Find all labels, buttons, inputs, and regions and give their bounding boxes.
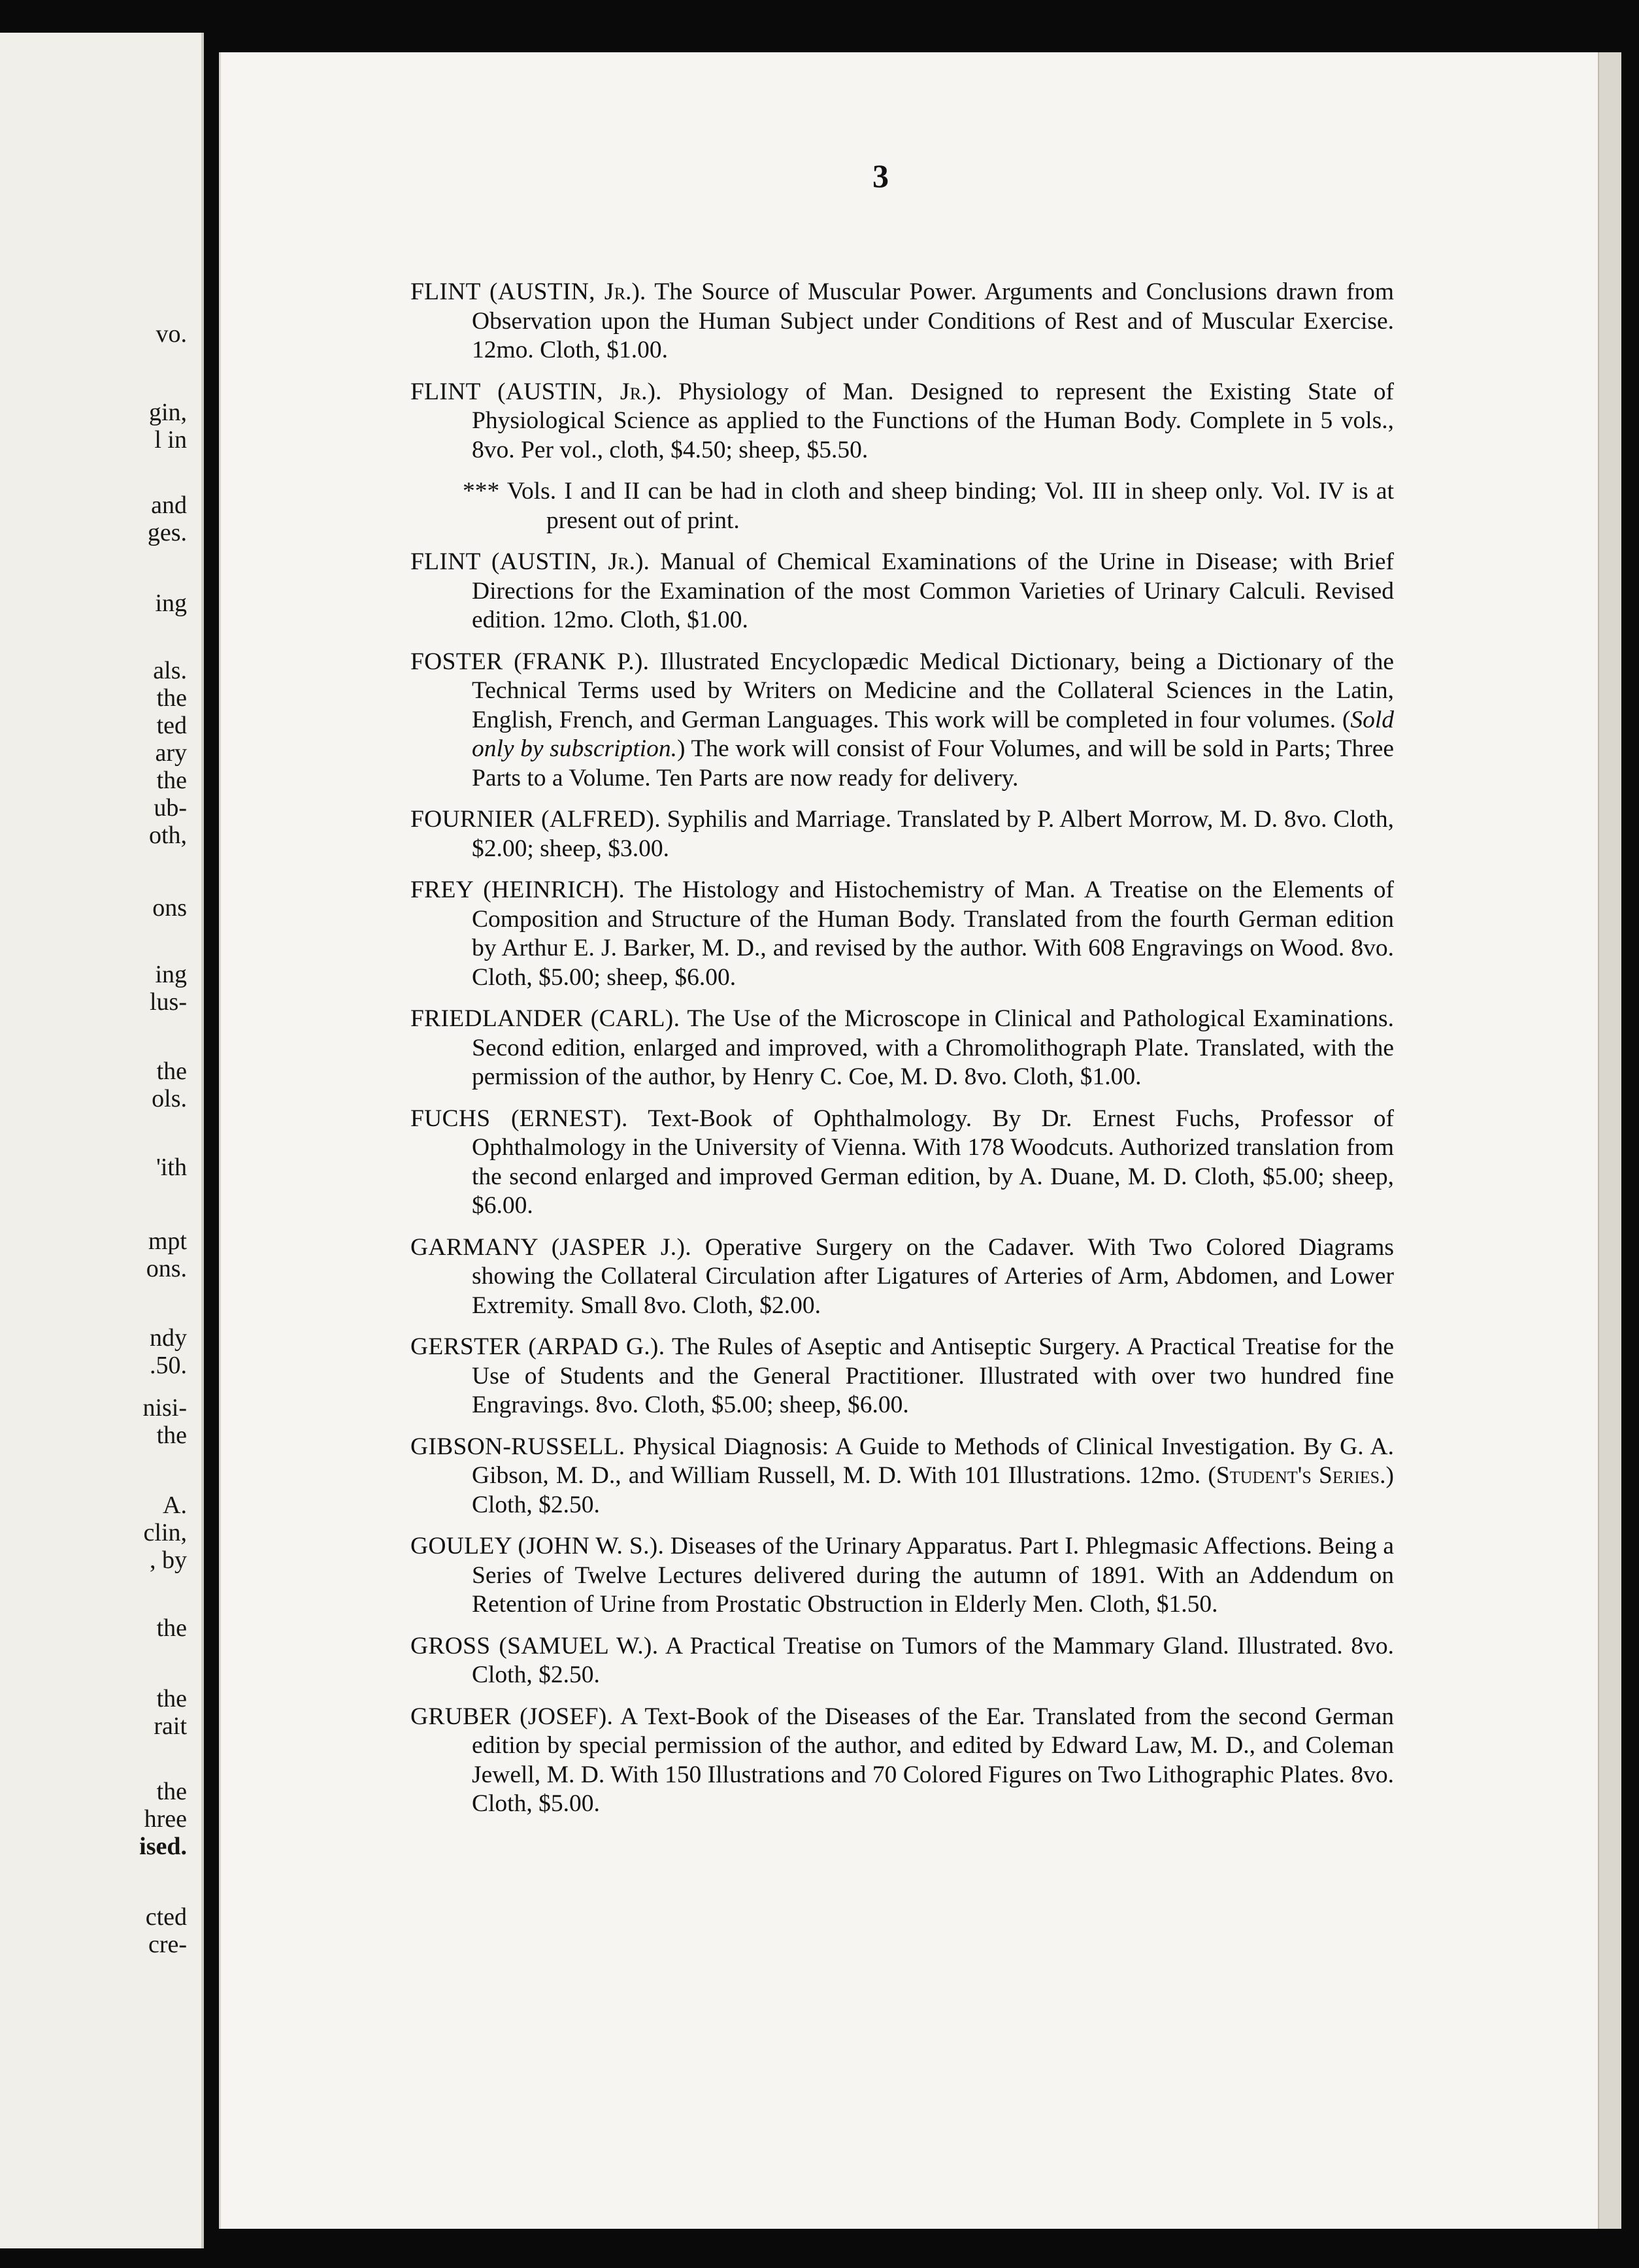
catalogue-entry [410,1105,1394,1221]
entry-description: Physiology of Man. Designed to represent the Existing State of Physiological Science as applied to the Functions of the Human Body. Complete in 5 vols., 8vo. Per vol., cloth, $4.50; sheep, $5.50. [472,378,1394,463]
facing-page-fragment: ges. [147,519,187,546]
entry-italic-note: Sold only by subscription. [472,706,1394,762]
entry-description: The Source of Muscular Power. Arguments and Conclusions drawn from Observation upon the Human Subject under Conditions of Rest and of Muscular Exercise. 12mo. Cloth, $1.00. [472,278,1394,363]
facing-page-fragment: als. [153,657,187,684]
entry-author: GRUBER (JOSEF). [410,1703,614,1730]
entry-author: FOSTER (FRANK P.). [410,648,650,675]
entry-author-suffix: r [618,548,629,575]
entry-author: GERSTER (ARPAD G.). [410,1333,665,1360]
facing-page-fragment: ons. [146,1255,187,1282]
catalogue-entry [410,278,1394,365]
entry-description: The Rules of Aseptic and Antiseptic Surgery. A Practical Treatise for the Use of Students and the General Practitioner. Illustrated with over two hundred fine Engravings. 8vo. Cloth, $5.00; sheep, $6.00. [472,1333,1395,1418]
entry-description: A Text-Book of the Diseases of the Ear. Translated from the second German edition by special permission of the author, and edited by Edward Law, M. D., and Coleman Jewell, M. D. With 150 Illustrations and 70 Colored Figures on Two Lithographic Plates. 8vo. Cloth, $5.00. [472,1703,1394,1817]
catalogue-entry [410,648,1394,793]
entry-author-end: .). [641,378,662,405]
facing-page-fragment: ary [155,739,187,767]
facing-page-fragment: the [156,767,187,794]
facing-page-fragment: the [156,1685,187,1712]
facing-page-fragment: ing [155,961,187,988]
facing-page-fragment: oth, [148,822,187,849]
facing-page-fragment: ols. [152,1085,187,1112]
facing-page-fragment: cre- [148,1931,187,1958]
facing-page-fragment: vo. [156,320,187,348]
entry-description: ) Cloth, $2.50. [472,1462,1394,1518]
entry-description: Syphilis and Marriage. Translated by P. Albert Morrow, M. D. 8vo. Cloth, $2.00; sheep, $3.00. [472,806,1394,862]
catalogue-entry [410,1532,1394,1620]
facing-page-fragment: and [151,492,187,519]
entry-author: FLINT (AUSTIN, J [410,548,618,575]
catalogue-entry [410,548,1394,635]
entry-author: FOURNIER (ALFRED). [410,806,661,833]
facing-page-fragment: the [156,1422,187,1449]
entry-series-name: Student's Series. [1216,1462,1386,1489]
catalogue-entry [410,876,1394,992]
page-number: 3 [872,158,889,194]
facing-page-fragment: l in [154,426,187,454]
facing-page-fragment: A. [163,1492,187,1519]
facing-page-fragment: rait [154,1712,187,1740]
entry-description: A Practical Treatise on Tumors of the Mammary Gland. Illustrated. 8vo. Cloth, $2.50. [472,1632,1394,1688]
entry-author: FUCHS (ERNEST). [410,1105,628,1132]
entry-description: The Use of the Microscope in Clinical and Pathological Examinations. Second edition, enlarged and improved, with a Chromolithograph Plate. Translated, with the permission of the author, by Henry C. Coe, M. D. 8vo. Cloth, $1.00. [472,1005,1394,1090]
entry-author-end: .). [625,278,646,305]
entry-description: The Histology and Histochemistry of Man. A Treatise on the Elements of Composition and Structure of the Human Body. Translated from the fourth German edition by Arthur E. J. Barker, M. D., and revised by the author. With 608 Engravings on Wood. 8vo. Cloth, $5.00; sheep, $6.00. [472,876,1394,991]
entry-description: Illustrated Encyclopædic Medical Dictionary, being a Dictionary of the Technical Terms used by Writers on Medicine and the Collateral Sciences in the Latin, English, French, and German Languages. This work will be completed in four volumes. ( [472,648,1394,733]
facing-page-fragment: ted [156,712,187,739]
entry-author-suffix: r [614,278,626,305]
entry-note: *** Vols. I and II can be had in cloth and sheep binding; Vol. III in sheep only. Vol. IV is at present out of print. [463,478,1394,534]
entry-author: FREY (HEINRICH). [410,876,625,903]
facing-page-fragment: the [156,1778,187,1805]
entry-author: FRIEDLANDER (CARL). [410,1005,680,1032]
entry-description: Manual of Chemical Examinations of the Urine in Disease; with Brief Directions for the Examination of the most Common Varieties of Urinary Calculi. Revised edition. 12mo. Cloth, $1.00. [472,548,1394,633]
catalogue-entry [410,1233,1394,1321]
entry-description: ) The work will consist of Four Volumes, and will be sold in Parts; Three Parts to a Volume. Ten Parts are now ready for delivery. [472,735,1394,792]
facing-page-fragment: gin, [148,399,187,426]
catalogue-entry [410,1333,1394,1420]
catalogue-entry [410,1632,1394,1690]
facing-page-fragment: ub- [154,794,187,822]
facing-page-fragment: clin, [143,1519,187,1546]
facing-page-fragment: cted [145,1903,187,1931]
entry-author: GOULEY (JOHN W. S.). [410,1533,665,1559]
entry-author-end: .). [629,548,650,575]
catalogue-entry [410,1433,1394,1520]
entry-author: FLINT (AUSTIN, J [410,378,630,405]
catalogue-entry [410,805,1394,863]
facing-page-fragment: .50. [150,1352,187,1379]
facing-page-fragment: mpt [148,1227,187,1255]
facing-page-fragment: ing [155,590,187,617]
facing-page-fragment: 'ith [156,1154,187,1181]
facing-page-fragments [0,33,201,2248]
catalogue-entry [410,378,1394,465]
facing-page-left [0,33,204,2248]
facing-page-fragment: hree [144,1805,187,1833]
facing-page-fragment: the [156,1058,187,1085]
entry-author: FLINT (AUSTIN, J [410,278,614,305]
entry-author: GARMANY (JASPER J.). [410,1233,691,1261]
entry-description: Text-Book of Ophthalmology. By Dr. Ernest Fuchs, Professor of Ophthalmology in the University of Vienna. With 178 Woodcuts. Authorized translation from the second enlarged and improved German edition, by A. Duane, M. D. Cloth, $5.00; sheep, $6.00. [472,1105,1395,1219]
entry-author: GROSS (SAMUEL W.). [410,1632,659,1659]
facing-page-fragment: ised. [139,1833,187,1860]
facing-page-fragment: ons [152,894,187,922]
entry-description: Physical Diagnosis: A Guide to Methods of Clinical Investigation. By G. A. Gibson, M. D., and William Russell, M. D. With 101 Illustrations. 12mo. ( [472,1433,1394,1489]
facing-page-fragment: lus- [150,988,187,1016]
facing-page-fragment: , by [150,1546,187,1574]
catalogue-entry [410,1703,1394,1819]
facing-page-fragment: nisi- [142,1394,187,1422]
facing-page-fragment: the [156,684,187,712]
facing-page-fragment: the [156,1614,187,1642]
entry-description: Operative Surgery on the Cadaver. With Two Colored Diagrams showing the Collateral Circulation after Ligatures of Arteries of Arm, Abdomen, and Lower Extremity. Small 8vo. Cloth, $2.00. [472,1233,1394,1319]
page-edge-shadow [1598,52,1621,2229]
entry-description: Diseases of the Urinary Apparatus. Part I. Phlegmasic Affections. Being a Series of Twelve Lectures delivered during the autumn of 1891. With an Addendum on Retention of Urine from Prostatic Obstruction in Elderly Men. Cloth, $1.50. [472,1533,1394,1618]
catalogue-entry [410,1005,1394,1092]
entry-author-suffix: r [629,378,642,405]
catalogue-entries [410,278,1394,1831]
facing-page-fragment: ndy [150,1324,187,1352]
entry-author: GIBSON-RUSSELL. [410,1433,625,1460]
